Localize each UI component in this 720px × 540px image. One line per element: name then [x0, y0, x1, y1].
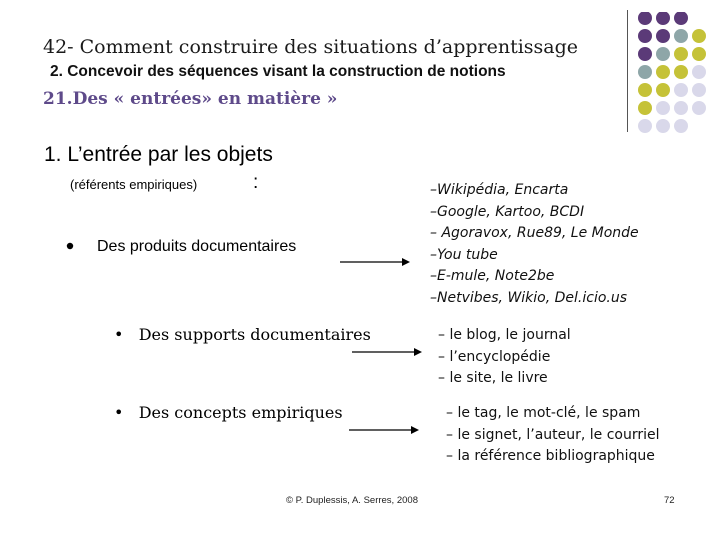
page-number: 72: [664, 495, 675, 506]
supports-examples: [438, 325, 571, 390]
bullet-label: Des supports documentaires: [138, 325, 371, 344]
list-item: – Agoravox, Rue89, Le Monde: [430, 225, 639, 242]
decorative-dot: [692, 101, 706, 115]
decorative-dot: [638, 65, 652, 79]
decorative-dot: [656, 47, 670, 61]
decorative-dot: [638, 83, 652, 97]
decorative-dot: [638, 101, 652, 115]
decorative-dot: [656, 65, 670, 79]
list-item: –Wikipédia, Encarta: [430, 182, 569, 198]
colon: :: [253, 172, 259, 193]
decorative-dot: [638, 12, 652, 25]
decorative-dot-grid: [637, 12, 717, 142]
bullet-concepts: [114, 403, 343, 422]
main-heading: 1. L’entrée par les objets: [44, 143, 273, 166]
decorative-dot: [674, 119, 688, 133]
list-item: –Netvibes, Wikio, Del.icio.us: [430, 289, 628, 306]
copyright-footer: © P. Duplessis, A. Serres, 2008: [286, 495, 418, 506]
products-examples: [430, 180, 639, 310]
list-item: – l’encyclopédie: [438, 348, 551, 365]
subheading: (référents empiriques): [70, 177, 198, 192]
bullet-marker: •: [114, 325, 124, 344]
decorative-dot: [692, 83, 706, 97]
arrow-right-icon: [349, 424, 419, 436]
decorative-dot: [674, 29, 688, 43]
decorative-dot: [656, 101, 670, 115]
decorative-dot: [656, 119, 670, 133]
bullet-marker: [66, 238, 76, 256]
list-item: –Google, Kartoo, BCDI: [430, 203, 585, 220]
list-item: – le blog, le journal: [438, 327, 571, 343]
vertical-divider: [627, 10, 628, 132]
list-item: –You tube: [430, 246, 498, 263]
decorative-dot: [692, 29, 706, 43]
list-item: –E-mule, Note2be: [430, 268, 555, 285]
decorative-dot: [692, 65, 706, 79]
list-item: – le site, le livre: [438, 370, 548, 387]
decorative-dot: [674, 101, 688, 115]
decorative-dot: [638, 119, 652, 133]
arrow-right-icon: [340, 256, 410, 268]
list-item: – le tag, le mot-clé, le spam: [446, 405, 641, 421]
decorative-dot: [638, 47, 652, 61]
decorative-dot: [674, 65, 688, 79]
decorative-dot: [656, 29, 670, 43]
decorative-dot: [638, 29, 652, 43]
concepts-examples: [446, 403, 660, 468]
list-item: – la référence bibliographique: [446, 448, 655, 465]
decorative-dot: [674, 83, 688, 97]
bullet-supports: [114, 325, 371, 344]
section-title: 21.Des « entrées» en matière »: [43, 89, 338, 109]
bullet-label: Des concepts empiriques: [138, 403, 343, 422]
round-bullet-icon: [66, 239, 76, 251]
decorative-dot: [674, 12, 688, 25]
decorative-dot: [692, 47, 706, 61]
arrow-right-icon: [352, 346, 422, 358]
decorative-dot: [656, 12, 670, 25]
slide-title: 42- Comment construire des situations d’apprentissage: [43, 36, 579, 58]
dot-grid-svg: [637, 12, 717, 142]
decorative-dot: [674, 47, 688, 61]
list-item: – le signet, l’auteur, le courriel: [446, 426, 660, 443]
decorative-dot: [656, 83, 670, 97]
slide-subtitle: 2. Concevoir des séquences visant la construction de notions: [50, 63, 506, 80]
bullet-products: Des produits documentaires: [97, 238, 297, 255]
bullet-marker: •: [114, 403, 124, 422]
